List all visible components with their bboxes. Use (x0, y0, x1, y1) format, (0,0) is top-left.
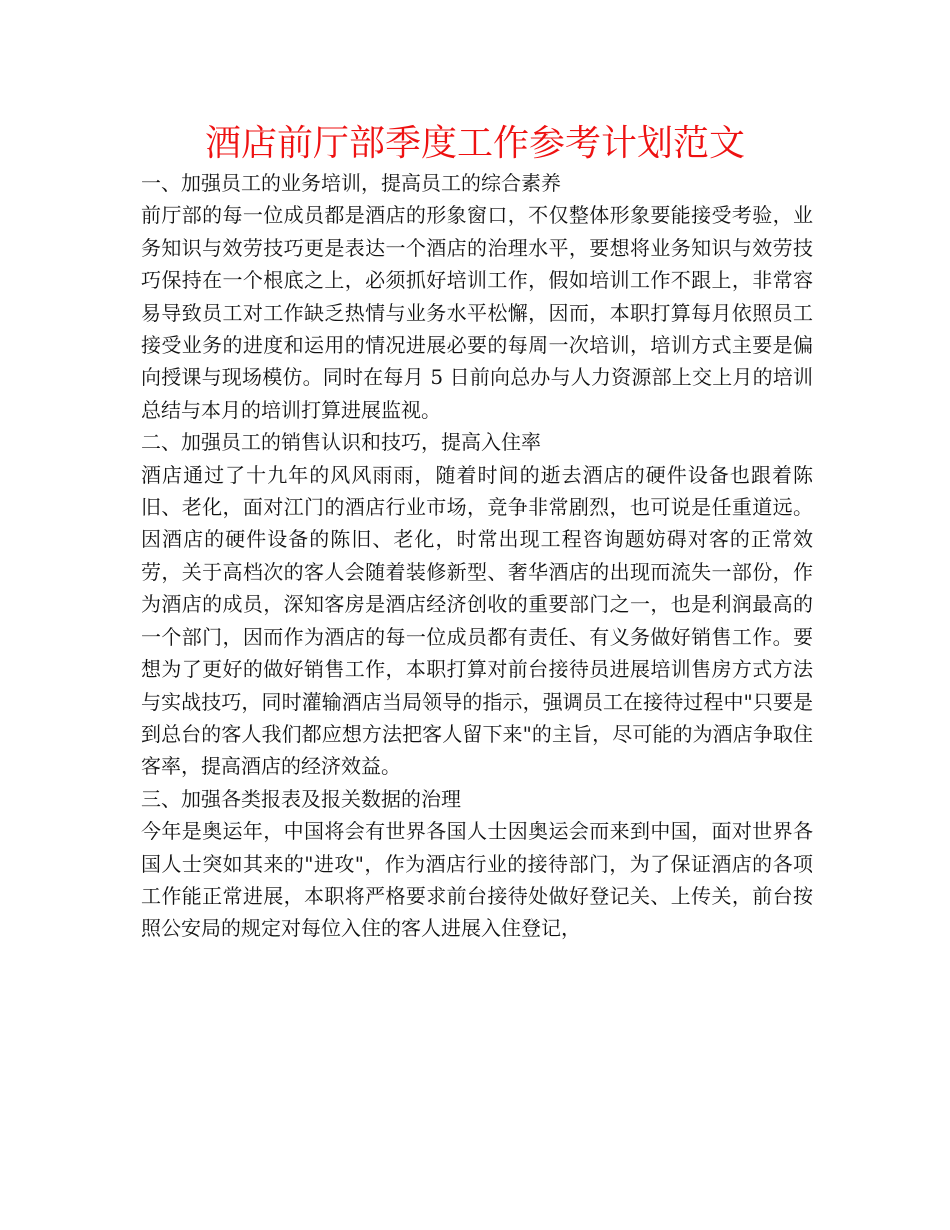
document-title: 酒店前厅部季度工作参考计划范文 (204, 123, 745, 164)
document-body (141, 167, 813, 945)
section-paragraph-1: 前厅部的每一位成员都是酒店的形象窗口，不仅整体形象要能接受考验，业务知识与效劳技巧更是表达一个酒店的治理水平，要想将业务知识与效劳技巧保持在一个根底之上，必须抓好培训工作，假如培训工作不跟上，非常容易导致员工对工作缺乏热情与业务水平松懈，因而，本职打算每月依照员工接受业务的进度和运用的情况进展必要的每周一次培训，培训方式主要是偏向授课与现场模仿。同时在每月 5 日前向总办与人力资源部上交上月的培训总结与本月的培训打算进展监视。 (141, 203, 813, 422)
section-heading-1: 一、加强员工的业务培训，提高员工的综合素养 (141, 171, 561, 195)
section-paragraph-2: 酒店通过了十九年的风风雨雨，随着时间的逝去酒店的硬件设备也跟着陈旧、老化，面对江门的酒店行业市场，竞争非常剧烈，也可说是任重道远。因酒店的硬件设备的陈旧、老化，时常出现工程咨询题妨碍对客的正常效劳，关于高档次的客人会随着装修新型、奢华酒店的出现而流失一部份，作为酒店的成员，深知客房是酒店经济创收的重要部门之一，也是利润最高的一个部门，因而作为酒店的每一位成员都有责任、有义务做好销售工作。要想为了更好的做好销售工作，本职打算对前台接待员进展培训售房方式方法与实战技巧，同时灌输酒店当局领导的指示，强调员工在接待过程中"只要是到总台的客人我们都应想方法把客人留下来"的主旨，尽可能的为酒店争取住客率，提高酒店的经济效益。 (141, 462, 813, 779)
section-heading-2: 二、加强员工的销售认识和技巧，提高入住率 (141, 430, 541, 455)
section-paragraph-3: 今年是奥运年，中国将会有世界各国人士因奥运会而来到中国，面对世界各国人士突如其来的"进攻"，作为酒店行业的接待部门，为了保证酒店的各项工作能正常进展，本职将严格要求前台接待处做好登记关、上传关，前台按照公安局的规定对每位入住的客人进展入住登记， (141, 819, 813, 941)
section-heading-3: 三、加强各类报表及报关数据的治理 (141, 786, 461, 811)
